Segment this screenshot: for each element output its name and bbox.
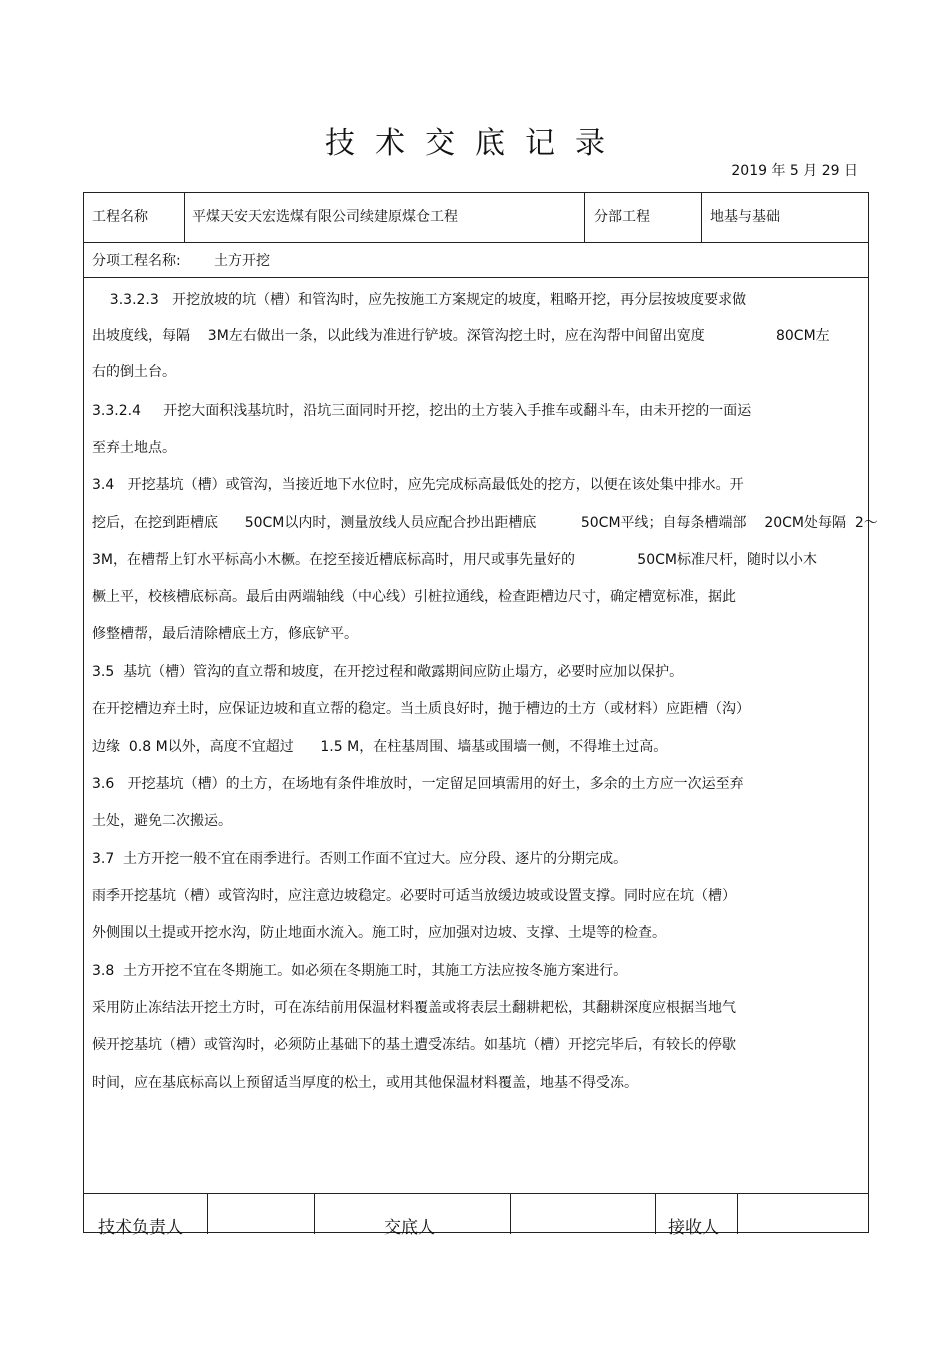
col-divider [655,1193,656,1234]
col-divider [184,193,185,242]
body-line: 橛上平，校核槽底标高。最后由两端轴线（中心线）引桩拉通线，检查距槽边尺寸，确定槽宽标准，据此 [92,589,736,605]
row-divider [84,1193,868,1194]
body-line: 边缘 0.8 M以外，高度不宜超过 1.5 M，在柱基周围、墙基或围墙一侧，不得堆土过高。 [92,739,668,755]
row-divider [84,242,868,243]
project-name-label: 工程名称 [92,209,148,225]
body-line: 采用防止冻结法开挖土方时，可在冻结前用保温材料覆盖或将表层土翻耕耙松，其翻耕深度应根据当地气 [92,1000,736,1016]
body-line: 3.5 基坑（槽）管沟的直立帮和坡度，在开挖过程和敞露期间应防止塌方，必要时应加以保护。 [92,664,684,680]
col-divider [314,1193,315,1234]
division-label: 分部工程 [594,209,650,225]
body-line: 至弃土地点。 [92,440,176,456]
project-name-value: 平煤天安天宏选煤有限公司续建原煤仓工程 [192,209,458,225]
disclosure-table [83,192,878,1238]
body-line: 3.3.2.4 开挖大面积浅基坑时，沿坑三面同时开挖，挖出的土方装入手推车或翻斗车，由未开挖的一面运 [92,403,752,419]
discloser-label: 交底人 [384,1218,435,1238]
body-line: 修整槽帮，最后清除槽底土方，修底铲平。 [92,626,358,642]
tech-lead-label: 技术负责人 [98,1218,183,1238]
body-line: 3M，在槽帮上钉水平标高小木橛。在挖至接近槽底标高时，用尺或事先量好的 50CM标准尺杆，随时以小木 [92,552,817,568]
document-title: 技术交底记录 [325,126,625,161]
col-divider [701,193,702,242]
col-divider [584,193,585,242]
body-line: 挖后，在挖到距槽底 50CM以内时，测量放线人员应配合抄出距槽底 50CM平线；自每条槽端部 20CM处每隔 2～ [92,515,878,531]
body-line: 出坡度线，每隔 3M左右做出一条，以此线为准进行铲坡。深管沟挖土时，应在沟帮中间留出宽度 80CM左 [92,328,830,344]
body-line: 时间，应在基底标高以上预留适当厚度的松土，或用其他保温材料覆盖，地基不得受冻。 [92,1075,638,1091]
body-line: 3.3.2.3 开挖放坡的坑（槽）和管沟时，应先按施工方案规定的坡度，粗略开挖，再分层按坡度要求做 [92,292,747,308]
body-line: 3.8 土方开挖不宜在冬期施工。如必须在冬期施工时，其施工方法应按冬施方案进行。 [92,963,628,979]
body-line: 3.6 开挖基坑（槽）的土方，在场地有条件堆放时，一定留足回填需用的好土，多余的土方应一次运至弃 [92,776,744,792]
body-line: 在开挖槽边弃土时，应保证边坡和直立帮的稳定。当土质良好时，抛于槽边的土方（或材料）应距槽（沟） [92,701,750,717]
col-divider [207,1193,208,1234]
document-date: 2019 年 5 月 29 日 [731,163,858,179]
col-divider [737,1193,738,1234]
subitem-label: 分项工程名称: [92,253,181,269]
body-line: 外侧围以土提或开挖水沟，防止地面水流入。施工时，应加强对边坡、支撑、土堤等的检查。 [92,925,666,941]
subitem-value: 土方开挖 [214,253,270,269]
col-divider [510,1193,511,1234]
receiver-label: 接收人 [668,1218,719,1238]
body-line: 候开挖基坑（槽）或管沟时，必须防止基础下的基土遭受冻结。如基坑（槽）开挖完毕后，有较长的停歇 [92,1037,736,1053]
body-line: 土处，避免二次搬运。 [92,813,232,829]
body-line: 雨季开挖基坑（槽）或管沟时，应注意边坡稳定。必要时可适当放缓边坡或设置支撑。同时应在坑（槽） [92,888,736,904]
body-line: 3.4 开挖基坑（槽）或管沟，当接近地下水位时，应先完成标高最低处的挖方，以便在该处集中排水。开 [92,477,744,493]
body-line: 3.7 土方开挖一般不宜在雨季进行。否则工作面不宜过大。应分段、逐片的分期完成。 [92,851,628,867]
division-value: 地基与基础 [710,209,780,225]
row-divider [84,277,868,278]
body-line: 右的倒土台。 [92,364,176,380]
